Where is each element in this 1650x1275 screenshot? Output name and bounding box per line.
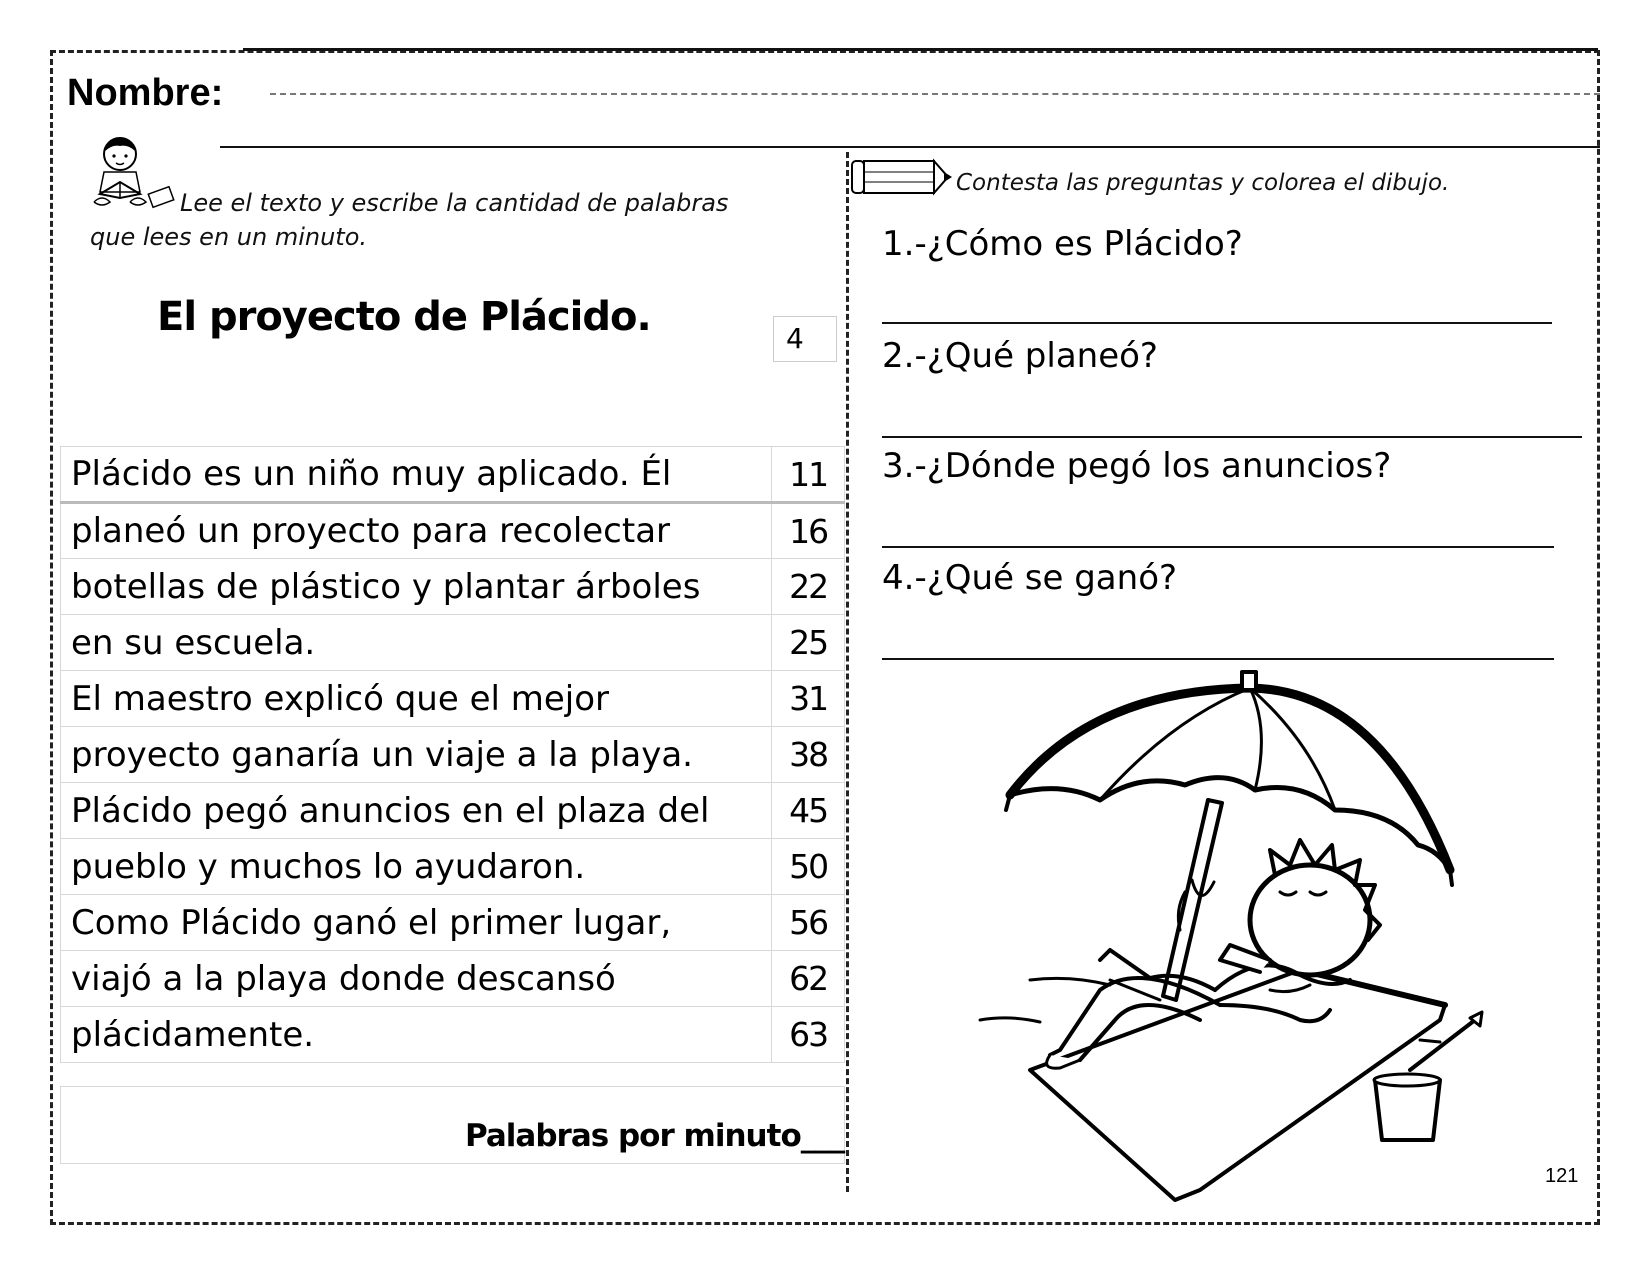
word-count: 50 xyxy=(772,839,845,895)
question-3: 3.-¿Dónde pegó los anuncios? xyxy=(882,446,1392,486)
text-line: viajó a la playa donde descansó xyxy=(61,951,772,1007)
text-line: Como Plácido ganó el primer lugar, xyxy=(61,895,772,951)
title-count-box: 4 xyxy=(773,316,837,362)
name-answer-line xyxy=(220,146,1600,148)
table-row xyxy=(61,839,845,895)
name-dashed-line xyxy=(270,93,1600,95)
word-count: 38 xyxy=(772,727,845,783)
word-count: 31 xyxy=(772,671,845,727)
answer-line-1 xyxy=(882,322,1552,324)
answer-line-2 xyxy=(882,436,1582,438)
column-divider xyxy=(846,152,849,1192)
answer-line-3 xyxy=(882,546,1554,548)
word-count: 22 xyxy=(772,559,845,615)
name-label: Nombre: xyxy=(67,72,224,114)
text-line: planeó un proyecto para recolectar xyxy=(61,503,772,559)
instruction-line-2: que lees en un minuto. xyxy=(90,223,368,251)
text-line: Plácido pegó anuncios en el plaza del xyxy=(61,783,772,839)
questions-instruction: Contesta las preguntas y colorea el dibujo. xyxy=(956,170,1450,196)
question-4: 4.-¿Qué se ganó? xyxy=(882,558,1178,598)
beach-coloring-illustration xyxy=(970,660,1530,1210)
question-2: 2.-¿Qué planeó? xyxy=(882,336,1158,376)
table-row xyxy=(61,447,845,503)
table-row xyxy=(61,727,845,783)
word-count: 16 xyxy=(772,503,845,559)
word-count: 63 xyxy=(772,1007,845,1063)
table-row xyxy=(61,503,845,559)
question-1: 1.-¿Cómo es Plácido? xyxy=(882,224,1243,264)
table-row xyxy=(61,559,845,615)
text-line: Plácido es un niño muy aplicado. Él xyxy=(61,447,772,503)
page-number: 121 xyxy=(1545,1165,1579,1187)
word-count: 11 xyxy=(772,447,845,503)
pencil-icon xyxy=(848,155,958,199)
table-row xyxy=(61,615,845,671)
story-title: El proyecto de Plácido. xyxy=(157,294,651,340)
text-line: plácidamente. xyxy=(61,1007,772,1063)
text-line: proyecto ganaría un viaje a la playa. xyxy=(61,727,772,783)
word-count: 56 xyxy=(772,895,845,951)
word-count: 62 xyxy=(772,951,845,1007)
text-line: botellas de plástico y plantar árboles xyxy=(61,559,772,615)
top-border-line xyxy=(243,48,1598,51)
text-line: en su escuela. xyxy=(61,615,772,671)
words-per-minute-label: Palabras por minuto___ xyxy=(465,1118,845,1154)
word-count: 25 xyxy=(772,615,845,671)
text-line: El maestro explicó que el mejor xyxy=(61,671,772,727)
instruction-line-1: Lee el texto y escribe la cantidad de palabras xyxy=(180,189,729,217)
table-row xyxy=(61,1007,845,1063)
table-row xyxy=(61,671,845,727)
reading-table xyxy=(60,446,845,1063)
reading-instructions xyxy=(90,186,770,254)
text-line: pueblo y muchos lo ayudaron. xyxy=(61,839,772,895)
word-count: 45 xyxy=(772,783,845,839)
table-row xyxy=(61,951,845,1007)
table-row xyxy=(61,783,845,839)
table-row xyxy=(61,895,845,951)
